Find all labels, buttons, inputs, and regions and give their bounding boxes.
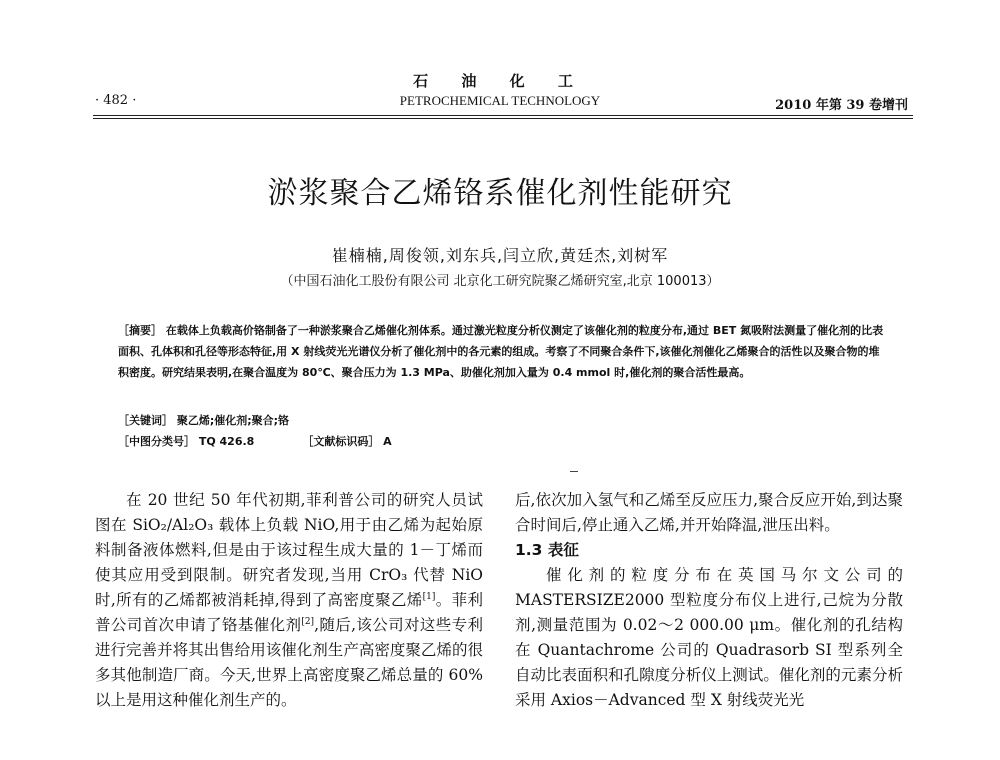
keywords-label: ［关键词］ xyxy=(118,414,173,427)
keywords-text: 聚乙烯;催化剂;聚合;铬 xyxy=(176,414,290,427)
abstract-text: 在载体上负载高价铬制备了一种淤浆聚合乙烯催化剂体系。通过激光粒度分析仪测定了该催化剂的粒度分布,通过 BET 氮吸附法测量了催化剂的比表面积、孔体积和孔径等形态特征,用 X 射线荧光光谱仪分析了催化剂中的各元素的组成。考察了不同聚合条件下,该催化剂催化乙烯聚合的活性以及聚合物的堆积密度。研究结果表明,在聚合温度为 80℃、聚合压力为 1.3 MPa、助催化剂加入量为 0.4 mmol 时,催化剂的聚合活性最高。 xyxy=(118,324,884,379)
author-list: 崔楠楠,周俊领,刘东兵,闫立欣,黄廷杰,刘树军 xyxy=(331,246,669,265)
page-number: · 482 · xyxy=(95,93,137,108)
body-paragraph: 催化剂的粒度分布在英国马尔文公司的 MASTERSIZE2000 型粒度分布仪上进行,己烷为分散剂,测量范围为 0.02～2 000.00 μm。催化剂的孔结构在 Quantachrome 公司的 Quadrasorb SI 型系列全自动比表面积和孔隙度分析仪上测试。催化剂的元素分析采用 Axios－Advanced 型 X 射线荧光光 xyxy=(515,566,903,709)
body-text: 在 20 世纪 50 年代初期,菲利普公司的研究人员试图在 SiO₂/Al₂O₃ 载体上负载 NiO,用于由乙烯为起始原料制备液体燃料,但是由于该过程生成大量的 1－丁烯而使其应用受到限制。研究者发现,当用 CrO₃ 代替 NiO 时,所有的乙烯都被消耗掉,得到了高密度聚乙烯 xyxy=(95,491,483,609)
doc-code-value: A xyxy=(383,435,392,448)
doc-code-label: ［文献标识码］ xyxy=(302,435,380,448)
body-column-right xyxy=(515,488,903,713)
citation-ref: [2] xyxy=(301,616,315,627)
body-text: ,随后,该公司对这些专利进行完善并将其出售给用该催化剂生产高密度聚乙烯的很多其他制造厂商。今天,世界上高密度聚乙烯总量的 60% 以上是用这种催化剂生产的。 xyxy=(95,616,483,709)
body-paragraph: 后,依次加入氢气和乙烯至反应压力,聚合反应开始,到达聚合时间后,停止通入乙烯,并开始降温,泄压出料。 xyxy=(515,491,903,534)
clc-label: ［中图分类号］ xyxy=(118,435,195,448)
affiliation: （中国石油化工股份有限公司 北京化工研究院聚乙烯研究室,北京 100013） xyxy=(280,274,720,289)
body-column-left xyxy=(95,488,483,713)
journal-name-cn: 石 油 化 工 xyxy=(413,72,587,90)
clc-value: TQ 426.8 xyxy=(198,435,255,448)
article-title: 淤浆聚合乙烯铬系催化剂性能研究 xyxy=(267,176,733,211)
journal-name-en: PETROCHEMICAL TECHNOLOGY xyxy=(399,93,601,108)
body-paragraph xyxy=(95,488,483,713)
header-rule xyxy=(93,115,913,116)
body-text: 。菲利普公司首次申请了铬基催化剂 xyxy=(95,591,483,634)
classification xyxy=(118,433,392,449)
section-divider xyxy=(570,471,578,472)
keywords xyxy=(118,412,289,428)
issue-label: 2010 年第 39 卷增刊 xyxy=(775,98,908,113)
abstract-label: ［摘要］ xyxy=(118,324,162,337)
citation-ref: [1] xyxy=(422,591,436,602)
section-heading: 1.3 表征 xyxy=(515,541,579,559)
abstract xyxy=(118,320,890,383)
header-rule-thin xyxy=(93,118,913,119)
